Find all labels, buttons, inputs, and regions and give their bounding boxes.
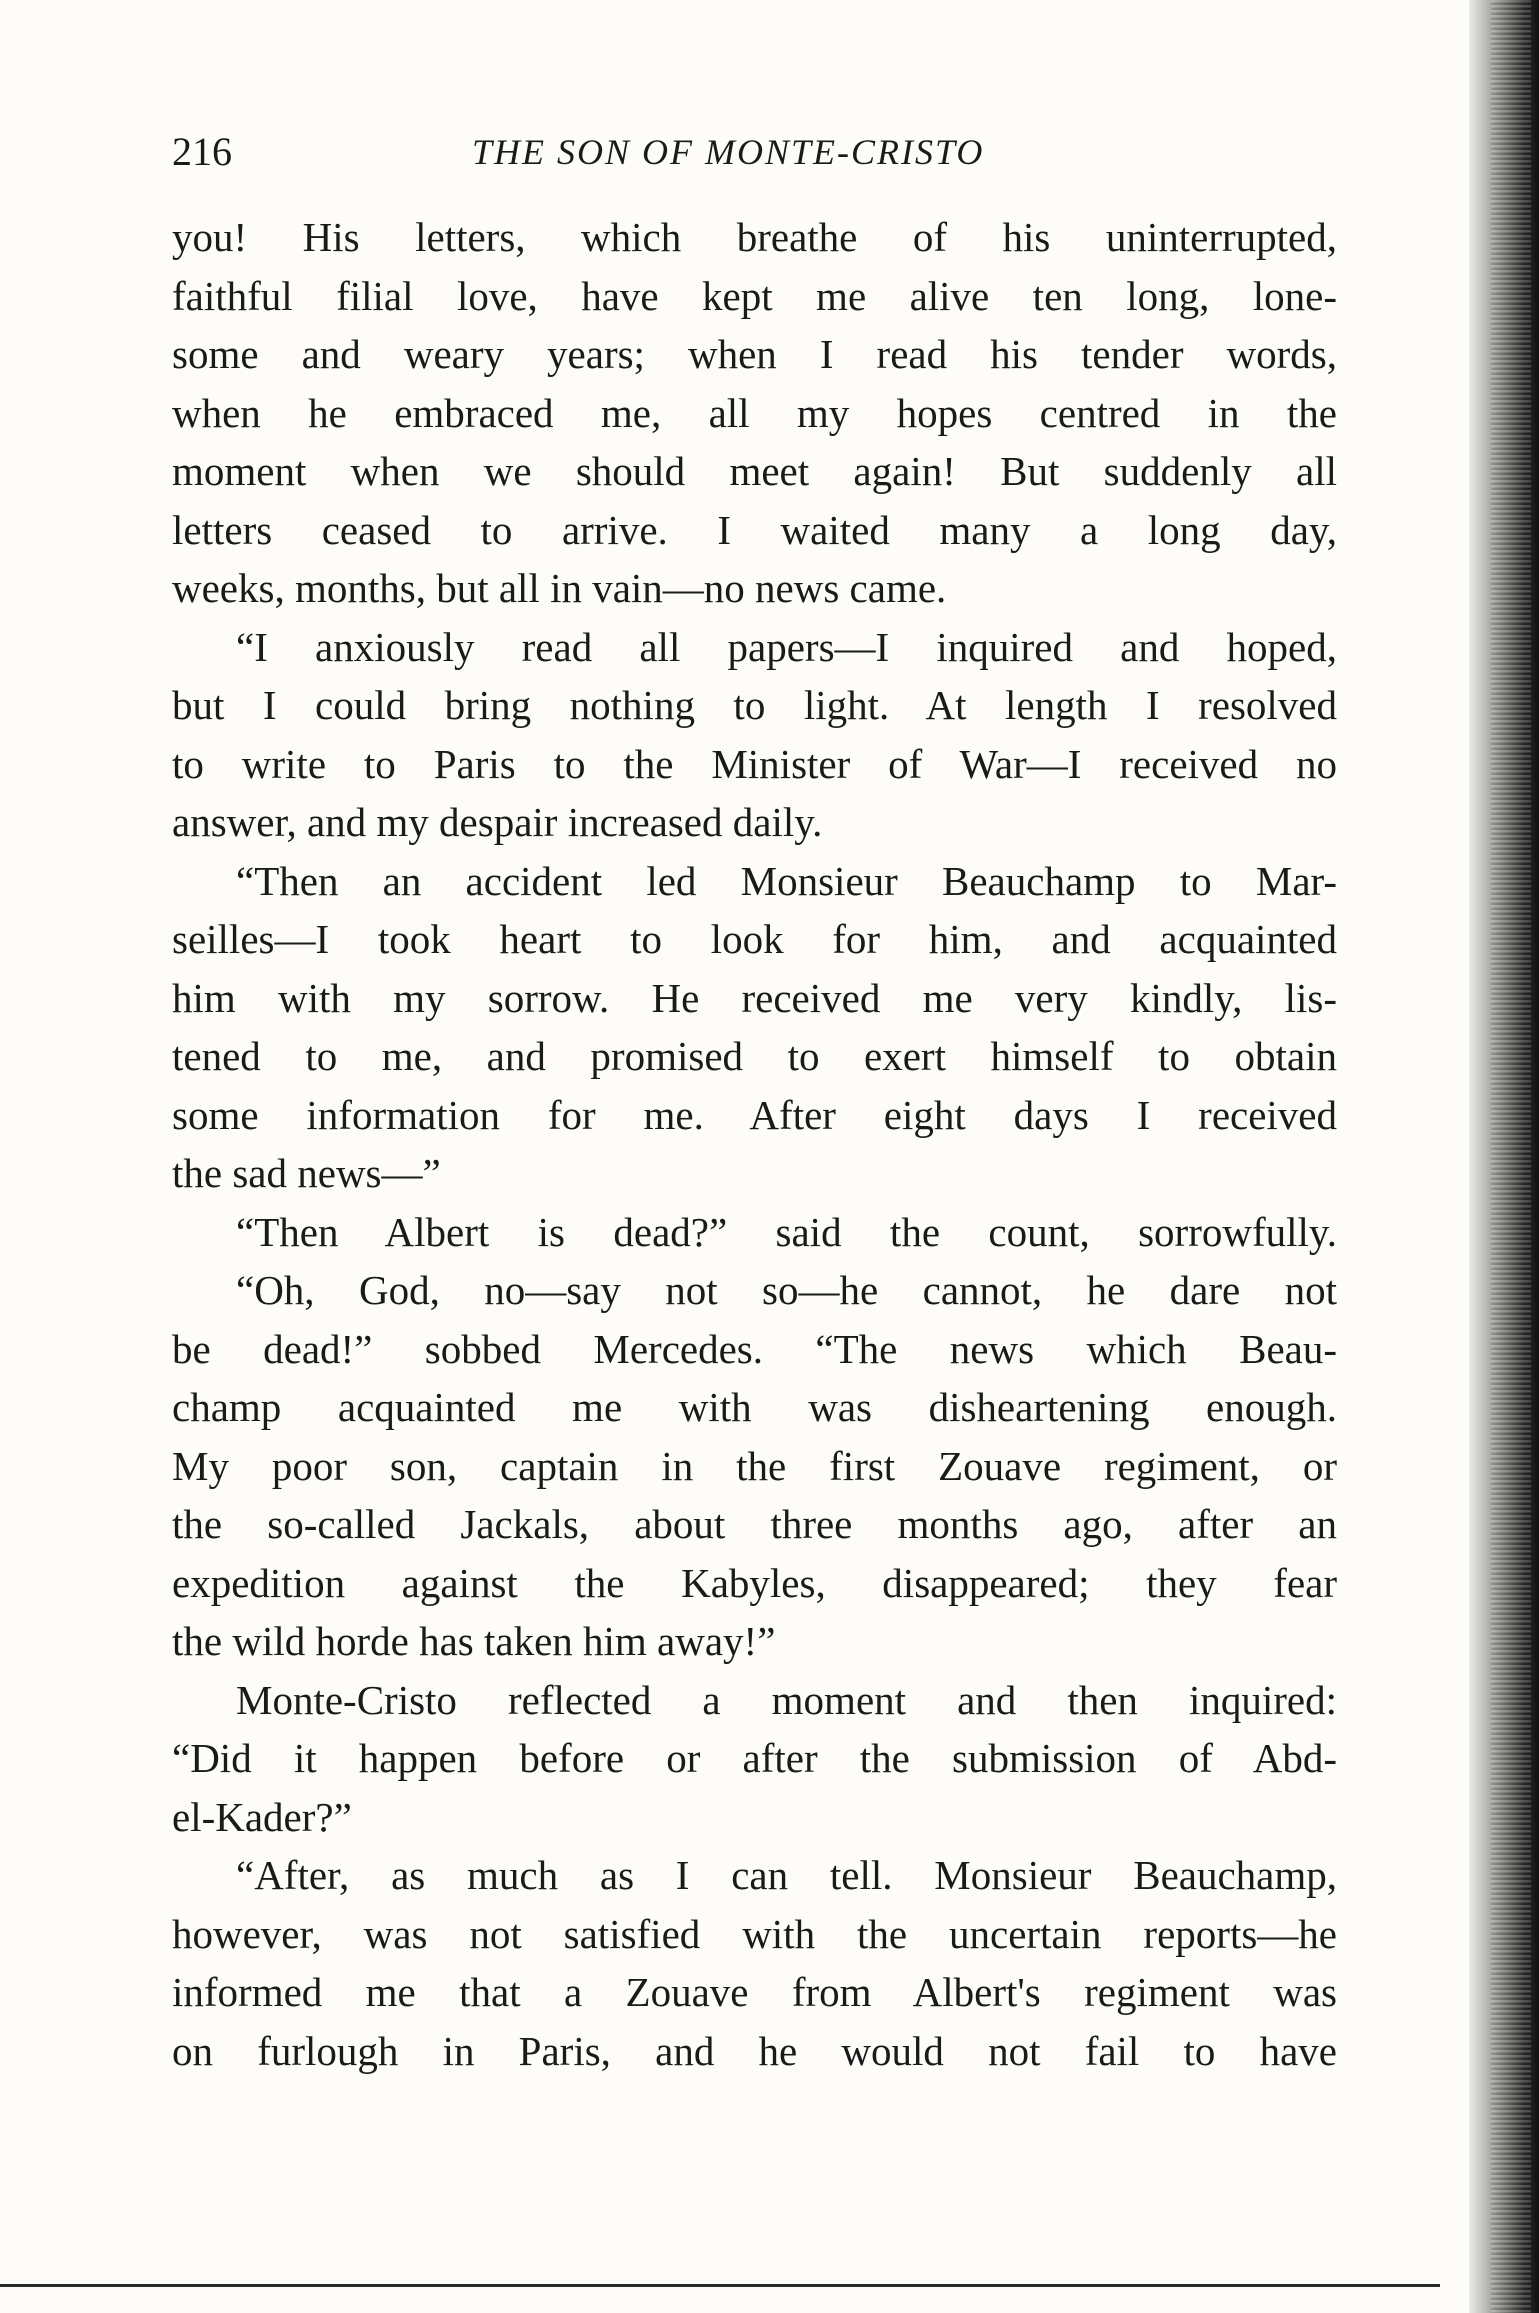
text-line: weeks, months, but all in vain—no news came. (172, 565, 947, 611)
text-line: “Oh, God, no—say not so—he cannot, he dare not (236, 1267, 1337, 1313)
text-line: moment when we should meet again! But suddenly all (172, 448, 1337, 494)
text-line: some and weary years; when I read his tender words, (172, 331, 1337, 377)
text-line: on furlough in Paris, and he would not fail to have (172, 2027, 1337, 2074)
text-line: but I could bring nothing to light. At length I resolved (172, 682, 1337, 728)
page-header (172, 122, 1337, 182)
page-edge-grain (1491, 0, 1531, 2313)
text-line: when he embraced me, all my hopes centred in the (172, 389, 1337, 436)
text-line: “Then Albert is dead?” said the count, sorrowfully. (236, 1208, 1337, 1255)
text-line: however, was not satisfied with the uncertain reports—he (172, 1910, 1337, 1957)
text-line: “Did it happen before or after the submission of Abd- (172, 1735, 1337, 1781)
text-line: faithful filial love, have kept me alive ten long, lone- (172, 272, 1337, 319)
text-line: some information for me. After eight days I received (172, 1091, 1337, 1138)
text-line: “Then an accident led Monsieur Beauchamp to Mar- (236, 857, 1337, 904)
running-title: THE SON OF MONTE-CRISTO (472, 132, 985, 172)
page-number: 216 (172, 129, 232, 174)
text-line: informed me that a Zouave from Albert's regiment was (172, 1969, 1337, 2015)
text-line: answer, and my despair increased daily. (172, 799, 823, 845)
body-text (172, 208, 1337, 2080)
text-line: My poor son, captain in the first Zouave regiment, or (172, 1442, 1337, 1489)
text-line: Monte-Cristo reflected a moment and then inquired: (236, 1676, 1337, 1723)
text-line: expedition against the Kabyles, disappeared; they fear (172, 1559, 1337, 1606)
text-line: the so-called Jackals, about three months ago, after an (172, 1501, 1337, 1547)
bottom-rule (0, 2284, 1440, 2287)
text-line: the wild horde has taken him away!” (172, 1618, 776, 1664)
text-line: the sad news—” (172, 1150, 441, 1196)
text-line: you! His letters, which breathe of his uninterrupted, (172, 214, 1337, 260)
text-line: letters ceased to arrive. I waited many a long day, (172, 506, 1337, 553)
text-line: tened to me, and promised to exert himself to obtain (172, 1033, 1337, 1079)
text-line: champ acquainted me with was disheartening enough. (172, 1384, 1337, 1430)
text-line: seilles—I took heart to look for him, and acquainted (172, 916, 1337, 962)
text-line: el-Kader?” (172, 1793, 352, 1840)
text-line: him with my sorrow. He received me very kindly, lis- (172, 974, 1337, 1021)
text-line: be dead!” sobbed Mercedes. “The news which Beau- (172, 1325, 1337, 1372)
text-line: “After, as much as I can tell. Monsieur Beauchamp, (236, 1852, 1337, 1898)
text-line: “I anxiously read all papers—I inquired and hoped, (236, 623, 1337, 670)
text-line: to write to Paris to the Minister of War—I received no (172, 740, 1337, 787)
